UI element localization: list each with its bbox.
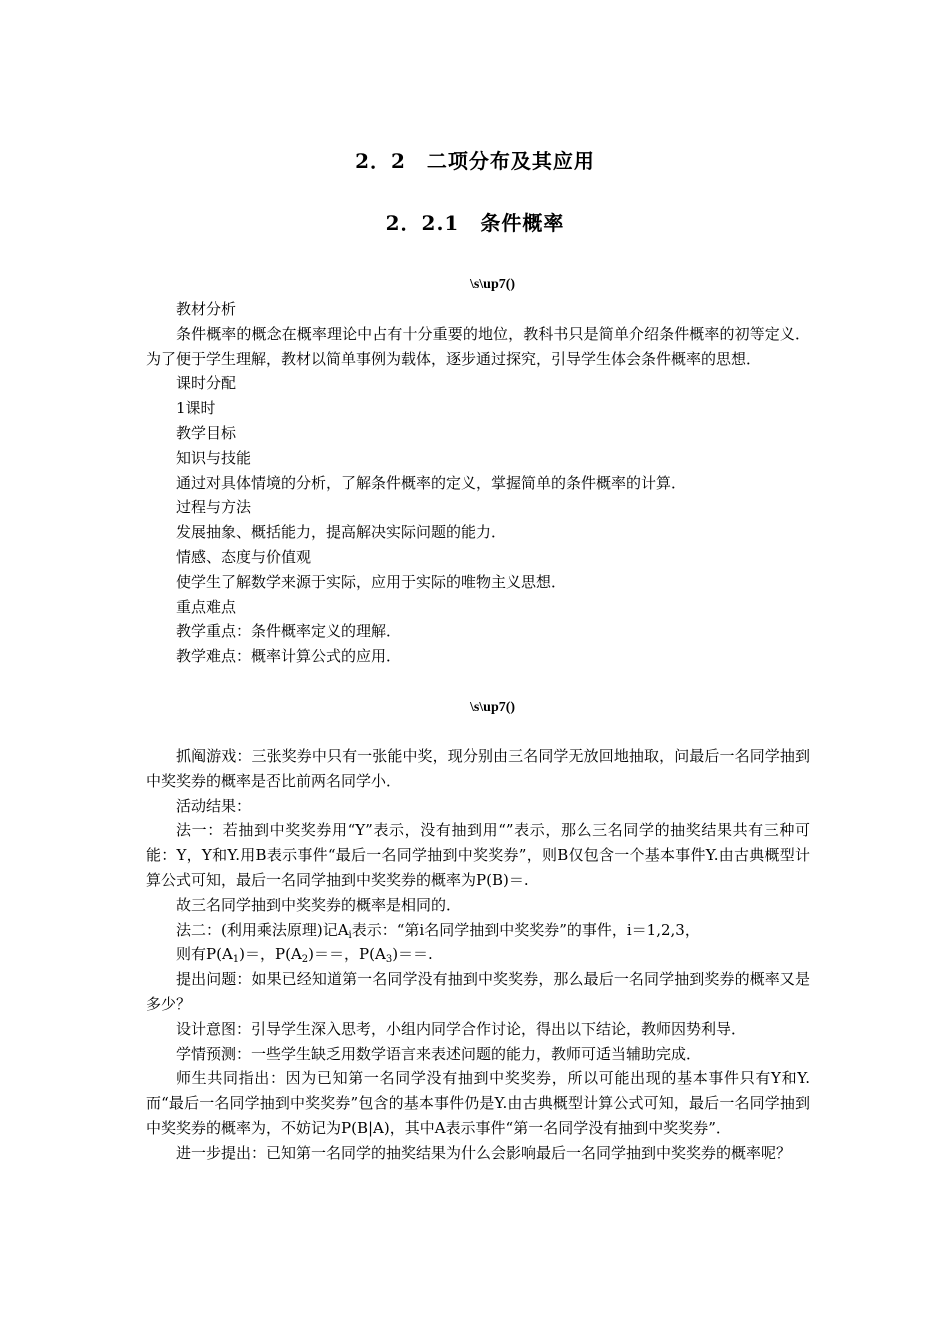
paragraph xyxy=(146,918,810,943)
paragraph: 知识与技能 xyxy=(176,448,252,467)
paragraph: 条件概率的概念在概率理论中占有十分重要的地位，教科书只是简单介绍条件概率的初等定义．为了便于学生理解，教材以简单事例为载体，逐步通过探究，引导学生体会条件概率的思想． xyxy=(146,324,810,368)
paragraph xyxy=(146,942,810,967)
paragraph: 发展抽象、概括能力，提高解决实际问题的能力． xyxy=(176,523,507,542)
paragraph: 教学难点：概率计算公式的应用． xyxy=(176,647,402,666)
subscript: 3 xyxy=(385,954,393,966)
subscript: 2 xyxy=(301,954,309,966)
paragraph: 进一步提出：已知第一名同学的抽奖结果为什么会影响最后一名同学抽到中奖奖券的概率呢？ xyxy=(176,1143,792,1162)
page-title: 2．2 二项分布及其应用 xyxy=(355,149,595,173)
paragraph: 使学生了解数学来源于实际，应用于实际的唯物主义思想． xyxy=(176,572,567,591)
text-run: 则有P(A xyxy=(176,945,233,964)
paragraph: 提出问题：如果已经知道第一名同学没有抽到中奖奖券，那么最后一名同学抽到奖券的概率又是多少？ xyxy=(146,970,810,1013)
paragraph: 教材分析 xyxy=(176,300,237,318)
field-code-marker: \s\up7() xyxy=(469,700,516,715)
section-title: 2．2.1 条件概率 xyxy=(385,211,565,235)
text-run: 表示：“第i名同学抽到中奖奖券”的事件，i＝1,2,3， xyxy=(351,920,700,939)
text-run: )＝，P(A xyxy=(239,945,302,964)
teaching-analysis-section xyxy=(146,297,810,669)
subscript: i xyxy=(348,929,352,941)
paragraph: 1课时 xyxy=(176,399,216,418)
paragraph: 抓阄游戏：三张奖券中只有一张能中奖，现分别由三名同学无放回地抽取，问最后一名同学抽到中奖奖券的概率是否比前两名同学小． xyxy=(146,747,810,790)
paragraph: 过程与方法 xyxy=(176,498,252,517)
paragraph: 故三名同学抽到中奖奖券的概率是相同的． xyxy=(176,895,462,914)
field-code-marker: \s\up7() xyxy=(469,277,516,292)
paragraph: 课时分配 xyxy=(176,374,237,393)
paragraph: 情感、态度与价值观 xyxy=(176,547,312,566)
text-run: )＝＝. xyxy=(392,945,433,964)
paragraph: 重点难点 xyxy=(176,597,237,616)
paragraph: 设计意图：引导学生深入思考，小组内同学合作讨论，得出以下结论，教师因势利导． xyxy=(176,1019,747,1038)
paragraph: 法一：若抽到中奖奖券用“Y”表示，没有抽到用“”表示，那么三名同学的抽奖结果共有三种可能：Y，Y和Y.用B表示事件“最后一名同学抽到中奖奖券”，则B仅包含一个基本事件Y.由古典概型计算公式可知，最后一名同学抽到中奖奖券的概率为P(B)＝. xyxy=(146,821,810,889)
text-run: )＝＝，P(A xyxy=(308,945,386,964)
paragraph: 学情预测：一些学生缺乏用数学语言来表述问题的能力，教师可适当辅助完成． xyxy=(176,1044,702,1063)
text-run: 法二：(利用乘法原理)记A xyxy=(176,920,349,939)
paragraph: 通过对具体情境的分析，了解条件概率的定义，掌握简单的条件概率的计算． xyxy=(176,473,687,492)
paragraph: 教学重点：条件概率定义的理解． xyxy=(176,622,402,641)
paragraph: 教学目标 xyxy=(176,423,237,442)
lesson-process-section xyxy=(146,744,810,1166)
paragraph: 活动结果： xyxy=(176,796,252,815)
paragraph: 师生共同指出：因为已知第一名同学没有抽到中奖奖券，所以可能出现的基本事件只有Y和Y.而“最后一名同学抽到中奖奖券”包含的基本事件仍是Y.由古典概型计算公式可知，最后一名同学抽到中奖奖券的概率为，不妨记为P(B|A)，其中A表示事件“第一名同学没有抽到中奖奖券”． xyxy=(146,1069,810,1137)
subscript: 1 xyxy=(232,954,240,966)
